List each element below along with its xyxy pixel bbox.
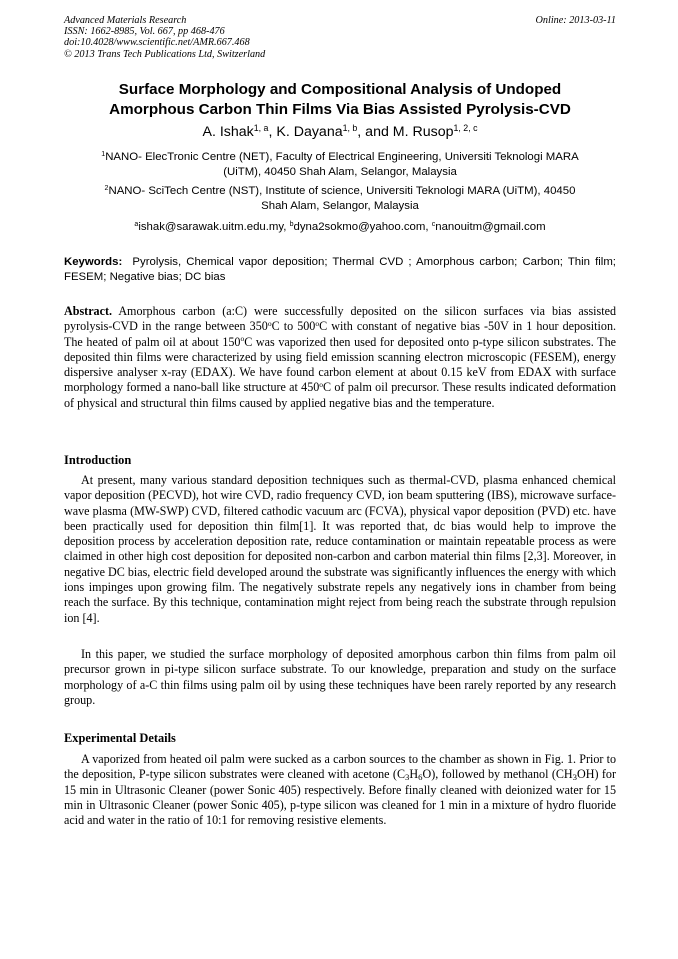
affiliation-2 [64,184,616,214]
introduction-paragraph-1: At present, many various standard deposition techniques such as thermal-CVD, plasma enhanced chemical vapor deposition (PECVD), hot wire CVD, radio frequency CVD, ion beam sputtering (IBS), microwave surface-wave plasma (MW-SWP) CVD, filtered cathodic vacuum arc (FCVA), physical vapor deposition (PVD) etc. have been practically used for deposition thin film[1]. It was reported that, dc bias would help to improve the deposition process by acceleration deposition rate, reduce contamination or maintain repeatable process as were claimed in other high cost deposition for deposited non-carbon and carbon material thin films [2,3]. Moreover, in negative DC bias, electric field developed around the substrate was significantly influences the energy with which ions impinges upon growing film. The negatively substrate repels any negatively ions in chamber from being reach the surface. By this technique, contamination might reject from being reach the substrate through repulsion ion [4]. [64,473,616,625]
experimental-text: A vaporized from heated oil palm were sucked as a carbon sources to the chamber as shown in Fig. 1. Prior to the deposition, P-type silicon substrates were cleaned with acetone (C [64,752,616,782]
journal-doi: doi:10.4028/www.scientific.net/AMR.667.468 [64,37,250,49]
author-emails [64,220,616,235]
email-mark: c [431,221,436,229]
keywords [64,255,616,285]
section-heading-introduction: Introduction [64,453,132,467]
online-date: Online: 2013-03-11 [535,15,616,26]
abstract [64,304,616,411]
author-affiliation-mark: 1, a [253,123,269,134]
author-name: A. Ishak [202,124,254,140]
email-mark: a [134,221,139,229]
degree-mark: o [315,319,320,329]
paper-title [64,80,616,120]
author-separator: , [268,124,277,140]
affiliation-mark: 1 [101,151,106,159]
abstract-label: Abstract. [64,304,113,318]
subscript: 3 [572,772,578,783]
author-name: M. Rusop [392,124,454,140]
author-affiliation-mark: 1, 2, c [453,123,478,134]
author-separator: , and [357,124,393,140]
journal-header [64,15,616,60]
journal-name: Advanced Materials Research [64,15,187,26]
subscript: 3 [405,772,410,783]
email-address[interactable]: dyna2sokmo@yahoo.com, [293,221,432,233]
author-name: K. Dayana [276,124,343,140]
abstract-text: C with constant of negative bias -50V in 1 hour deposition. The heated of palm oil at about 150 [64,319,617,349]
abstract-text: C was vaporized then used for deposited onto p-type silicon substrates. The deposited thin films were characterized by using field emission scanning electron microscopic (FESEM), energy dispersive analyser x-ray (EDAX). We have found carbon element at about 0.15 keV from EDAX with surface morphology formed a nano-ball like structure at 450 [64,334,616,395]
experimental-text: O), followed by methanol (CH [422,767,573,782]
affiliation-text: NANO- ElecTronic Centre (NET), Faculty of Electrical Engineering, Universiti Teknologi MARA [105,151,579,163]
keywords-text: Pyrolysis, Chemical vapor deposition; Thermal CVD ; Amorphous carbon; Carbon; Thin film; FESEM; Negative bias; DC bias [64,256,616,283]
title-line-1: Surface Morphology and Compositional Analysis of Undoped [118,81,562,98]
keywords-label: Keywords: [64,256,123,268]
subscript: 6 [418,772,423,783]
journal-issn: ISSN: 1662-8985, Vol. 667, pp 468-476 [64,26,225,38]
journal-copyright: © 2013 Trans Tech Publications Ltd, Switzerland [64,48,266,60]
affiliation-mark: 2 [104,185,109,193]
email-address[interactable]: nanouitm@gmail.com [435,221,546,233]
affiliation-text: Shah Alam, Selangor, Malaysia [261,200,419,212]
affiliation-text: (UiTM), 40450 Shah Alam, Selangor, Malaysia [223,166,457,178]
degree-mark: o [240,334,245,344]
author-list [64,123,616,141]
introduction-paragraph-2: In this paper, we studied the surface morphology of deposited amorphous carbon thin films from palm oil precursor grown in pi-type silicon surface substrate. To our knowledge, preparation and study on the surface morphology of a-C thin films using palm oil by using these techniques have been rarely reported by any research group. [64,647,616,707]
title-line-2: Amorphous Carbon Thin Films Via Bias Assisted Pyrolysis-CVD [109,101,571,118]
abstract-text: C to 500 [271,319,316,334]
abstract-text: C of palm oil precursor. These results indicated deformation of physical and structural thin films caused by applied negative bias and the temperature. [64,380,616,410]
experimental-paragraph-1 [64,752,616,828]
section-heading-experimental: Experimental Details [64,731,176,745]
experimental-text: H [409,767,419,782]
email-mark: b [289,221,294,229]
degree-mark: o [267,319,272,329]
affiliation-1 [64,150,616,180]
affiliation-text: NANO- SciTech Centre (NST), Institute of science, Universiti Teknologi MARA (UiTM), 40450 [108,185,576,197]
degree-mark: o [319,380,324,390]
author-affiliation-mark: 1, b [342,123,358,134]
email-address[interactable]: ishak@sarawak.uitm.edu.my, [138,221,290,233]
abstract-text: Amorphous carbon (a:C) were successfully deposited on the silicon surfaces via bias assisted pyrolysis-CVD in the range between 350 [64,304,616,334]
experimental-text: OH) for 15 min in Ultrasonic Cleaner (power Sonic 405) respectively. Before finally cleaned with deionized water for 15 min in Ultrasonic Cleaner (power Sonic 405), p-type silicon was cleaned for 1 min in a mixture of hydro fluoride acid and water in the ratio of 10:1 for removing resistive elements. [64,767,617,828]
